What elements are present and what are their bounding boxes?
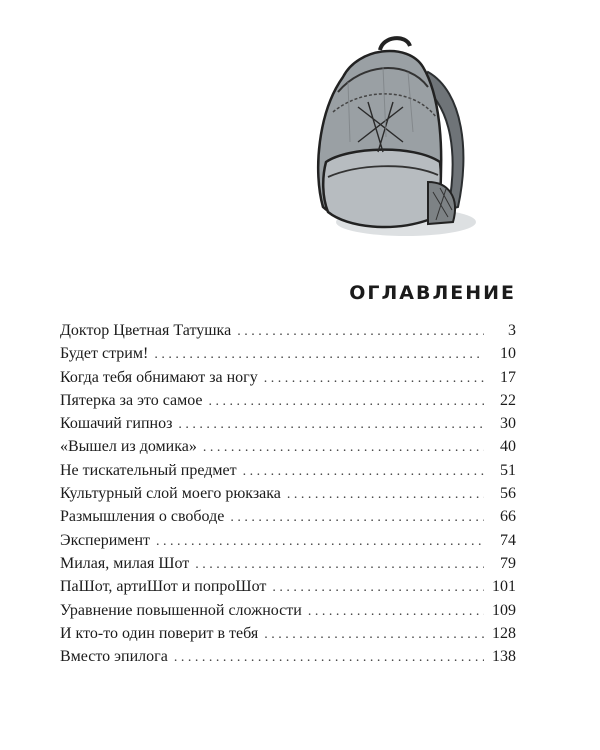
- toc-entry-page: 128: [492, 624, 516, 642]
- toc-entry: [60, 645, 516, 668]
- toc-entry-page: 3: [508, 322, 516, 339]
- toc-entry-title: Размышления о свободе: [60, 508, 225, 526]
- toc-entry-page: 10: [500, 345, 516, 363]
- toc-entry-page: 30: [500, 415, 516, 433]
- backpack-illustration: [288, 32, 478, 247]
- toc-entry-title: Вместо эпилога: [60, 648, 168, 666]
- toc-entry-page: 22: [500, 391, 516, 409]
- toc-entry-title: Милая, милая Шот: [60, 554, 190, 572]
- toc-entry-title: Эксперимент: [60, 531, 151, 549]
- toc-entry: [60, 366, 516, 389]
- toc-entry: [60, 342, 516, 365]
- toc-entry-page: 101: [492, 578, 516, 596]
- toc-entry-page: 51: [500, 461, 516, 479]
- toc-entry-title: И кто-то один поверит в тебя: [60, 624, 259, 642]
- toc-entry-page: 79: [500, 554, 516, 572]
- toc-entry-title: Пятерка за это самое: [60, 391, 203, 409]
- toc-entry-page: 66: [500, 508, 516, 526]
- toc-leader-dots: [272, 576, 484, 599]
- toc-entry: [60, 435, 516, 458]
- toc-entry-page: 74: [500, 531, 516, 549]
- toc-leader-dots: [243, 460, 484, 483]
- toc-entry-title: ПаШот, артиШот и попроШот: [60, 578, 267, 596]
- toc-leader-dots: [264, 367, 484, 390]
- toc-entry-page: 56: [500, 485, 516, 503]
- toc-entry-page: 40: [500, 438, 516, 456]
- toc-entry: [60, 412, 516, 435]
- toc-leader-dots: [203, 436, 484, 459]
- toc-entry: [60, 552, 516, 575]
- toc-leader-dots: [178, 413, 484, 436]
- toc-entry: [60, 529, 516, 552]
- toc-entry-title: Уравнение повышенной сложности: [60, 601, 302, 619]
- toc-entry-title: «Вышел из домика»: [60, 438, 197, 456]
- toc-entry: [60, 482, 516, 505]
- toc-entry-title: Когда тебя обнимают за ногу: [60, 368, 258, 386]
- toc-leader-dots: [174, 646, 484, 669]
- toc-entry-page: 17: [500, 368, 516, 386]
- toc-heading: ОГЛАВЛЕНИЕ: [349, 282, 516, 304]
- toc-leader-dots: [156, 530, 484, 553]
- toc-entry-title: Кошачий гипноз: [60, 415, 173, 433]
- toc-leader-dots: [287, 483, 484, 506]
- toc-entry: [60, 599, 516, 622]
- toc-entry-title: Культурный слой моего рюкзака: [60, 485, 281, 503]
- toc-entry-page: 138: [492, 648, 516, 666]
- toc-entry-title: Доктор Цветная Татушка: [60, 322, 232, 339]
- toc-entry-title: Не тискательный предмет: [60, 461, 237, 479]
- toc-entry: [60, 319, 516, 342]
- toc-leader-dots: [237, 320, 484, 343]
- toc-entry: [60, 575, 516, 598]
- table-of-contents: [60, 319, 516, 668]
- toc-leader-dots: [308, 600, 484, 623]
- toc-leader-dots: [209, 390, 484, 413]
- toc-leader-dots: [264, 623, 484, 646]
- toc-leader-dots: [195, 553, 484, 576]
- toc-entry: [60, 505, 516, 528]
- toc-entry-page: 109: [492, 601, 516, 619]
- toc-entry-title: Будет стрим!: [60, 345, 149, 363]
- toc-entry: [60, 389, 516, 412]
- toc-leader-dots: [154, 343, 484, 366]
- toc-leader-dots: [230, 506, 484, 529]
- toc-entry: [60, 622, 516, 645]
- toc-entry: [60, 459, 516, 482]
